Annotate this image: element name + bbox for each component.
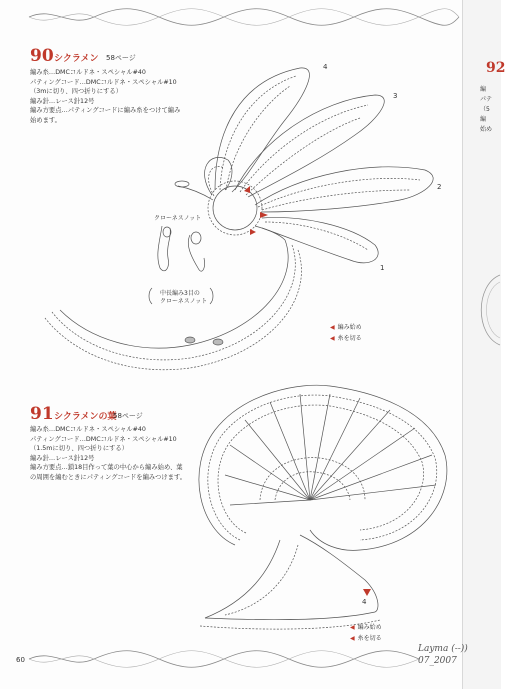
desc-line: 編み糸…DMCコルドネ・スペシャル#40 — [30, 69, 146, 76]
legend-start — [350, 622, 382, 631]
legend-end-label: 糸を切る — [357, 635, 382, 642]
legend-end-label: 糸を切る — [337, 335, 362, 342]
edge-line: 編 — [480, 86, 487, 93]
legend-start-label: 編み始め — [337, 324, 362, 331]
watermark — [418, 643, 468, 667]
desc-line: 始めます。 — [30, 116, 61, 124]
petal-number: 4 — [323, 63, 328, 71]
legend-end — [350, 633, 382, 642]
bottom-ornament — [24, 648, 464, 670]
section-90-page-ref: 58ページ — [106, 54, 136, 62]
desc-line: の周囲を編むときにパティングコードを編みつけます。 — [30, 473, 187, 481]
desc-line: 編み糸…DMCコルドネ・スペシャル#40 — [30, 426, 146, 433]
watermark-line: 07_2007 — [418, 656, 457, 666]
start-arrow-icon: ◀ — [350, 624, 355, 631]
start-arrow-icon: ◀ — [330, 324, 335, 331]
petal-number: 3 — [393, 92, 398, 100]
watermark-line: Layma (--)) — [418, 644, 468, 654]
section-91-title: シクラメンの葉 — [54, 412, 117, 422]
edge-line: 編 — [480, 116, 487, 123]
desc-line: 編み針…レース針12号 — [30, 454, 95, 462]
end-arrow-icon: ◀ — [330, 335, 335, 342]
end-arrow-icon: ◀ — [350, 635, 355, 642]
edge-line: （5 — [480, 106, 490, 113]
petal-number: 2 — [437, 183, 442, 191]
desc-line: （3mに切り、四つ折りにする） — [30, 88, 122, 96]
next-section-number: 92 — [486, 60, 505, 76]
page-number: 60 — [16, 656, 25, 664]
clones-knot-label: クローネスノット — [154, 215, 202, 222]
edge-line: パテ — [480, 96, 493, 103]
desc-line: 編み方要点…パティングコードに編み糸をつけて編み — [30, 107, 181, 115]
desc-line: パティングコード…DMCコルドネ・スペシャル#10 — [30, 78, 177, 86]
desc-line: パティングコード…DMCコルドネ・スペシャル#10 — [30, 435, 177, 443]
end-number: 4 — [362, 598, 367, 606]
desc-line: （1.5mに切り、四つ折りにする） — [30, 445, 129, 453]
section-91-number: 91 — [30, 404, 54, 424]
edge-ornament — [470, 270, 500, 350]
section-90-title: シクラメン — [54, 54, 99, 64]
center-note-line: 中長編み3目の — [160, 290, 200, 297]
section-90-number: 90 — [30, 46, 54, 66]
edge-line: 始め — [480, 126, 493, 133]
center-note-line: クローネスノット — [160, 298, 208, 305]
petal-number: 1 — [380, 264, 385, 272]
section-91-page-ref: 58ページ — [113, 412, 143, 420]
desc-line: 編み針…レース針12号 — [30, 97, 95, 105]
desc-line: 編み方要点…鎖18目作って葉の中心から編み始め、葉 — [30, 464, 183, 472]
legend-start-label: 編み始め — [357, 624, 382, 631]
